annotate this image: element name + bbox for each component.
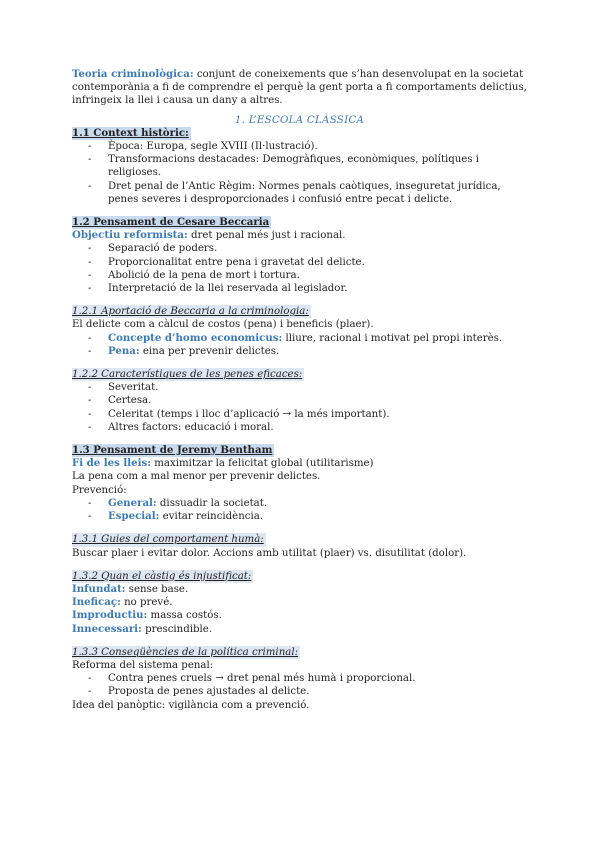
section-1-2-1 bbox=[72, 305, 527, 358]
list-item: - Proporcionalitat entre pena i gravetat del delicte. bbox=[88, 256, 527, 269]
item-term: Especial: bbox=[108, 510, 160, 523]
heading-1-2-2: 1.2.2 Característiques de les penes eficaces: bbox=[72, 369, 303, 381]
row-term: Improductiu: bbox=[72, 609, 148, 622]
row-text: sense base. bbox=[125, 583, 189, 595]
list-1-2-1 bbox=[72, 332, 527, 358]
list-item: - Dret penal de l’Antic Règim: Normes penals caòtiques, inseguretat jurídica, penes severes i desproporcionades i confusió entre pecat i delicte. bbox=[88, 180, 527, 206]
item-text: dissuadir la societat. bbox=[156, 497, 268, 509]
heading-1-2-1: 1.2.1 Aportació de Beccaria a la criminologia: bbox=[72, 306, 309, 318]
text-line: Buscar plaer i evitar dolor. Accions amb utilitat (plaer) vs. disutilitat (dolor). bbox=[72, 547, 467, 559]
intro-term: Teoria criminològica: bbox=[72, 68, 194, 80]
list-item bbox=[88, 345, 527, 358]
row-term: Ineficaç: bbox=[72, 596, 121, 609]
aim-term: Fi de les lleis: bbox=[72, 457, 152, 470]
list-1-3-3 bbox=[72, 672, 527, 698]
definition-row bbox=[72, 596, 527, 609]
text-line: La pena com a mal menor per prevenir delictes. bbox=[72, 471, 321, 483]
text-line: El delicte com a càlcul de costos (pena) i beneficis (plaer). bbox=[72, 319, 374, 331]
definition-row bbox=[72, 609, 527, 622]
list-item: - Abolició de la pena de mort i tortura. bbox=[88, 269, 527, 282]
section-1-3-1 bbox=[72, 533, 527, 559]
section-1-1 bbox=[72, 127, 527, 206]
text-line: Idea del panòptic: vigilància com a prevenció. bbox=[72, 699, 310, 711]
item-text: lliure, racional i motivat pel propi interès. bbox=[282, 332, 503, 344]
list-item: - Contra penes cruels → dret penal més humà i proporcional. bbox=[88, 672, 527, 685]
intro-text: conjunt de coneixements que s’han desenvolupat en la societat contemporània a fi de comprendre el perquè la gent porta a fi comportaments delictius, infringeix la llei i causa un dany a altres. bbox=[72, 69, 527, 107]
list-item bbox=[88, 497, 527, 510]
list-item: - Època: Europa, segle XVIII (Il·lustració). bbox=[88, 140, 527, 153]
definition-row bbox=[72, 583, 527, 596]
list-item: - Separació de poders. bbox=[88, 242, 527, 255]
section-1-3-2 bbox=[72, 570, 527, 636]
section-1-3 bbox=[72, 444, 527, 523]
intro-paragraph bbox=[72, 68, 527, 108]
list-item bbox=[88, 510, 527, 523]
heading-1-3: 1.3 Pensament de Jeremy Bentham bbox=[72, 444, 273, 457]
heading-1-3-2: 1.3.2 Quan el càstig és injustificat: bbox=[72, 570, 252, 582]
list-item: - Severitat. bbox=[88, 381, 527, 394]
list-item: - Proposta de penes ajustades al delicte. bbox=[88, 685, 527, 698]
list-item: - Certesa. bbox=[88, 394, 527, 407]
item-term: Concepte d’homo economicus: bbox=[108, 331, 283, 344]
list-item: - Transformacions destacades: Demogràfiques, econòmiques, polítiques i religioses. bbox=[88, 153, 527, 179]
objective-term: Objectiu reformista: bbox=[72, 229, 188, 242]
list-item: - Celeritat (temps i lloc d’aplicació → la més important). bbox=[88, 408, 527, 421]
objective-text: dret penal més just i racional. bbox=[187, 230, 346, 242]
row-text: prescindible. bbox=[141, 623, 213, 635]
item-term: General: bbox=[108, 496, 157, 509]
heading-1-1: 1.1 Context històric: bbox=[72, 126, 189, 139]
list-1-2 bbox=[72, 242, 527, 295]
list-item bbox=[88, 332, 527, 345]
list-item: - Interpretació de la llei reservada al legislador. bbox=[88, 282, 527, 295]
heading-1-3-3: 1.3.3 Conseqüències de la política criminal: bbox=[72, 646, 299, 658]
row-term: Infundat: bbox=[72, 582, 126, 595]
section-1-3-3 bbox=[72, 646, 527, 712]
aim-text: maximitzar la felicitat global (utilitarisme) bbox=[151, 458, 374, 470]
section-1-2 bbox=[72, 216, 527, 295]
section-1-2-2 bbox=[72, 368, 527, 434]
text-line: Reforma del sistema penal: bbox=[72, 659, 214, 671]
heading-1-3-1: 1.3.1 Guies del comportament humà: bbox=[72, 534, 264, 546]
document-page bbox=[72, 68, 527, 712]
list-1-3 bbox=[72, 497, 527, 523]
list-1-2-2 bbox=[72, 381, 527, 434]
row-text: massa costós. bbox=[147, 610, 222, 622]
item-term: Pena: bbox=[108, 344, 140, 357]
heading-1-2: 1.2 Pensament de Cesare Beccaria bbox=[72, 216, 270, 229]
section-title: 1. L’ESCOLA CLÀSSICA bbox=[234, 114, 365, 126]
aim-line bbox=[72, 457, 527, 470]
row-text: no prevé. bbox=[120, 597, 173, 609]
item-text: evitar reincidència. bbox=[159, 511, 264, 523]
list-1-1 bbox=[72, 140, 527, 206]
objective-line bbox=[72, 229, 527, 242]
text-line: Prevenció: bbox=[72, 484, 127, 496]
row-term: Innecessari: bbox=[72, 622, 142, 635]
list-item: - Altres factors: educació i moral. bbox=[88, 421, 527, 434]
definition-row bbox=[72, 623, 527, 636]
item-text: eina per prevenir delictes. bbox=[139, 345, 280, 357]
